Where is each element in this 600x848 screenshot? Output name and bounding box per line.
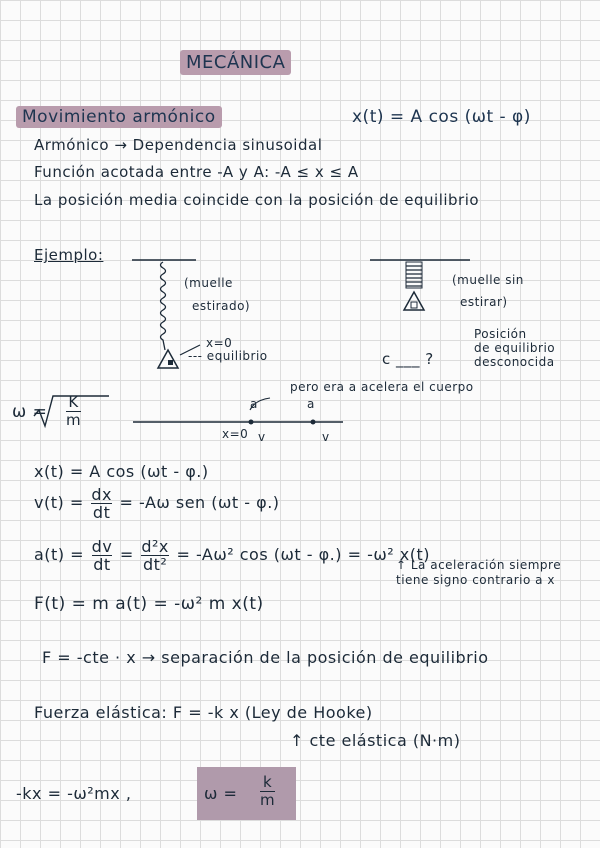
eq-f-cte: F = -cte · x → separación de la posición de equilibrio — [42, 648, 489, 667]
spring1-x0: x=0 — [206, 336, 233, 350]
eq-final-den: m — [260, 791, 276, 809]
eq-at-num1: dv — [91, 537, 113, 556]
eq-ft: F(t) = m a(t) = -ω² m x(t) — [34, 594, 264, 614]
eq-vt-den: dt — [92, 503, 111, 522]
eq-at: a(t) = $\frac{dv}{dt}$ = $\frac{\text{d²x}}{\text{dt²}}$ = -Aω² cos (ωt - φ.) = -ω² x(t) — [34, 537, 430, 574]
eq-hooke: Fuerza elástica: F = -k x (Ley de Hooke) — [34, 703, 373, 722]
eq-vt — [34, 486, 280, 521]
page-title: MECÁNICA — [180, 50, 291, 75]
eq-final-fraction — [258, 774, 277, 809]
axis-x0: x=0 — [222, 427, 249, 441]
eq-at-lhs: a(t) = — [34, 545, 85, 564]
eq-hooke-note: ↑ cte elástica (N·m) — [290, 731, 461, 750]
example-label: Ejemplo: — [34, 246, 104, 264]
eq-at-note-2: tiene signo contrario a x — [396, 573, 555, 587]
omega-fraction — [64, 394, 83, 429]
eq-xt: x(t) = A cos (ωt - φ.) — [34, 462, 209, 481]
spring2-pos-1: Posición — [474, 327, 527, 341]
eq-final-num: k — [260, 774, 275, 792]
eq-vt-rhs: = -Aω sen (ωt - φ.) — [119, 493, 280, 512]
eq-final-omega: ω = — [204, 784, 238, 803]
note-2: Función acotada entre -A y A: -A ≤ x ≤ A — [34, 163, 359, 181]
section-heading: Movimiento armónico — [16, 107, 222, 127]
omega-lhs: ω = — [12, 402, 48, 422]
mass-2 — [404, 292, 424, 310]
spring2-pos-3: desconocida — [474, 355, 555, 369]
note-3: La posición media coincide con la posición de equilibrio — [34, 191, 480, 209]
axis-v2: v — [322, 430, 330, 444]
spring2-pos-2: de equilibrio — [474, 341, 556, 355]
eq-at-den2: dt² — [142, 555, 168, 574]
spring-relaxed — [406, 266, 422, 286]
eq-vt-lhs: v(t) = — [34, 493, 84, 512]
spring2-unknown: c ___ ? — [382, 350, 434, 368]
eq-final-lhs: -kx = -ω²mx , — [16, 784, 132, 803]
spring1-label-1: (muelle — [184, 276, 233, 290]
omega-num: K — [66, 394, 81, 412]
arrow-note: pero era a acelera el cuerpo — [290, 380, 474, 394]
axis-a2: a — [307, 397, 315, 411]
spring1-equilibrium: --- equilibrio — [188, 349, 268, 363]
eq-at-note-1: ↑ La aceleración siempre — [396, 558, 562, 572]
axis-v1: v — [258, 430, 266, 444]
note-1: Armónico → Dependencia sinusoidal — [34, 136, 323, 154]
mass-1 — [158, 350, 178, 368]
eq-at-num2: d²x — [141, 537, 169, 556]
eq-at-rhs: = -Aω² cos (ωt - φ.) = -ω² x(t) — [176, 545, 430, 564]
spring2-label-1: (muelle sin — [452, 273, 524, 287]
omega-den: m — [66, 411, 82, 429]
eq-vt-num: dx — [91, 485, 112, 504]
shm-formula: x(t) = A cos (ωt - φ) — [352, 107, 531, 127]
spring2-label-2: estirar) — [460, 295, 508, 309]
spring1-label-2: estirado) — [192, 299, 251, 313]
eq-at-den1: dt — [93, 555, 111, 574]
axis-a1: a — [250, 397, 258, 411]
spring-stretched — [161, 262, 166, 350]
